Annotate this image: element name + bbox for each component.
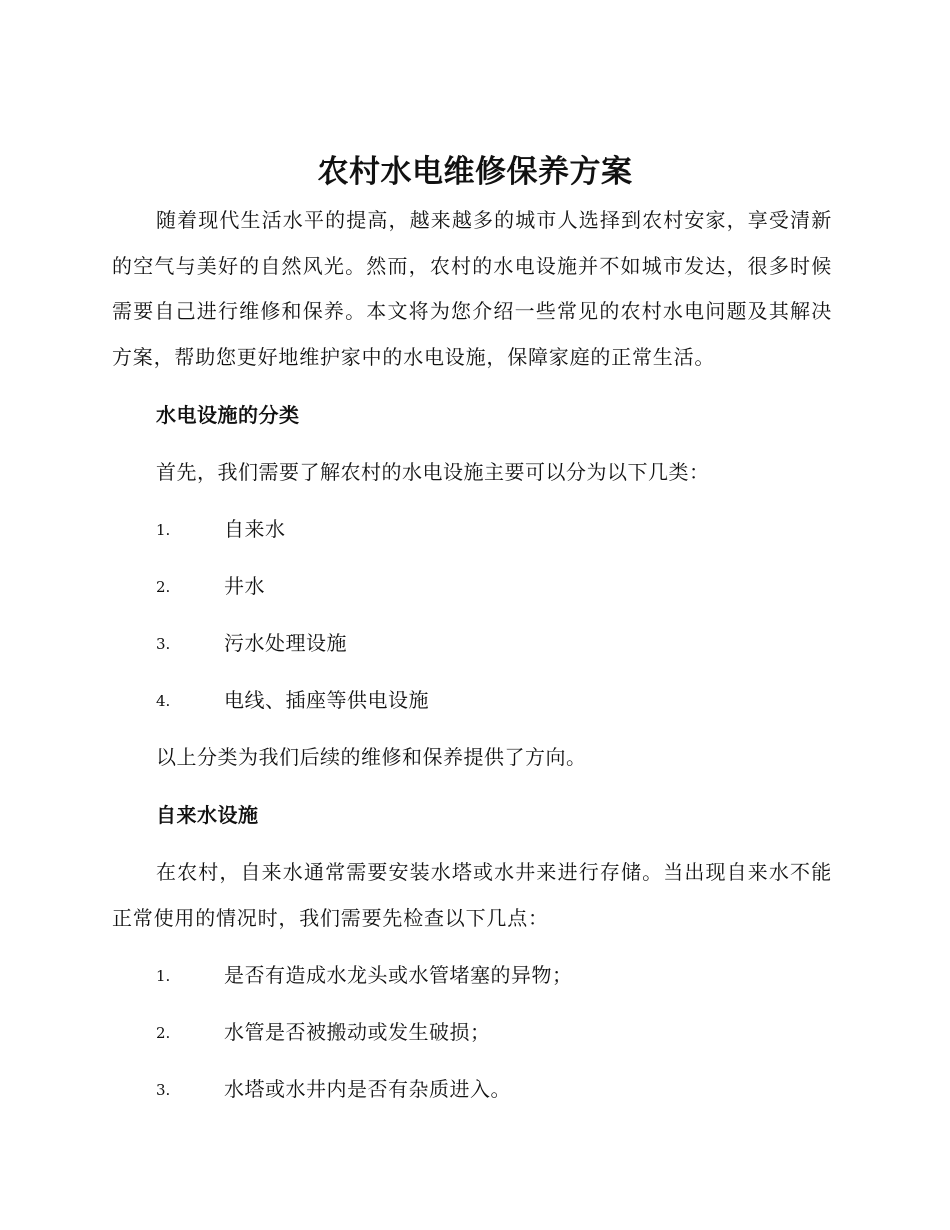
document-title: 农村水电维修保养方案	[317, 154, 633, 190]
list-item-number: 4.	[156, 692, 171, 710]
list-item-text: 自来水	[224, 517, 286, 541]
intro-paragraph: 随着现代生活水平的提高，越来越多的城市人选择到农村安家，享受清新的空气与美好的自然风光。然而，农村的水电设施并不如城市发达，很多时候需要自己进行维修和保养。本文将为您介绍一些常见的农村水电问题及其解决方案，帮助您更好地维护家中的水电设施，保障家庭的正常生活。	[112, 208, 832, 369]
tap-water-paragraph: 在农村，自来水通常需要安装水塔或水井来进行存储。当出现自来水不能正常使用的情况时，我们需要先检查以下几点：	[112, 860, 832, 930]
list-item-text: 是否有造成水龙头或水管堵塞的异物；	[224, 963, 573, 987]
list-item-number: 3.	[156, 635, 171, 653]
list-item-number: 1.	[156, 521, 171, 539]
list-item-number: 3.	[156, 1081, 171, 1099]
list-item-number: 2.	[156, 1024, 171, 1042]
list-item-text: 水塔或水井内是否有杂质进入。	[224, 1077, 511, 1101]
list-item-text: 电线、插座等供电设施	[224, 688, 429, 712]
list-item-text: 污水处理设施	[224, 631, 347, 655]
section-closing-text: 以上分类为我们后续的维修和保养提供了方向。	[156, 745, 587, 769]
list-item-number: 2.	[156, 578, 171, 596]
list-item-number: 1.	[156, 967, 171, 985]
list-item-text: 水管是否被搬动或发生破损；	[224, 1020, 491, 1044]
list-item-text: 井水	[224, 574, 265, 598]
section-heading-tap-water: 自来水设施	[156, 803, 259, 827]
section-heading-classification: 水电设施的分类	[156, 403, 300, 427]
section-lead-text: 首先，我们需要了解农村的水电设施主要可以分为以下几类：	[156, 460, 710, 484]
